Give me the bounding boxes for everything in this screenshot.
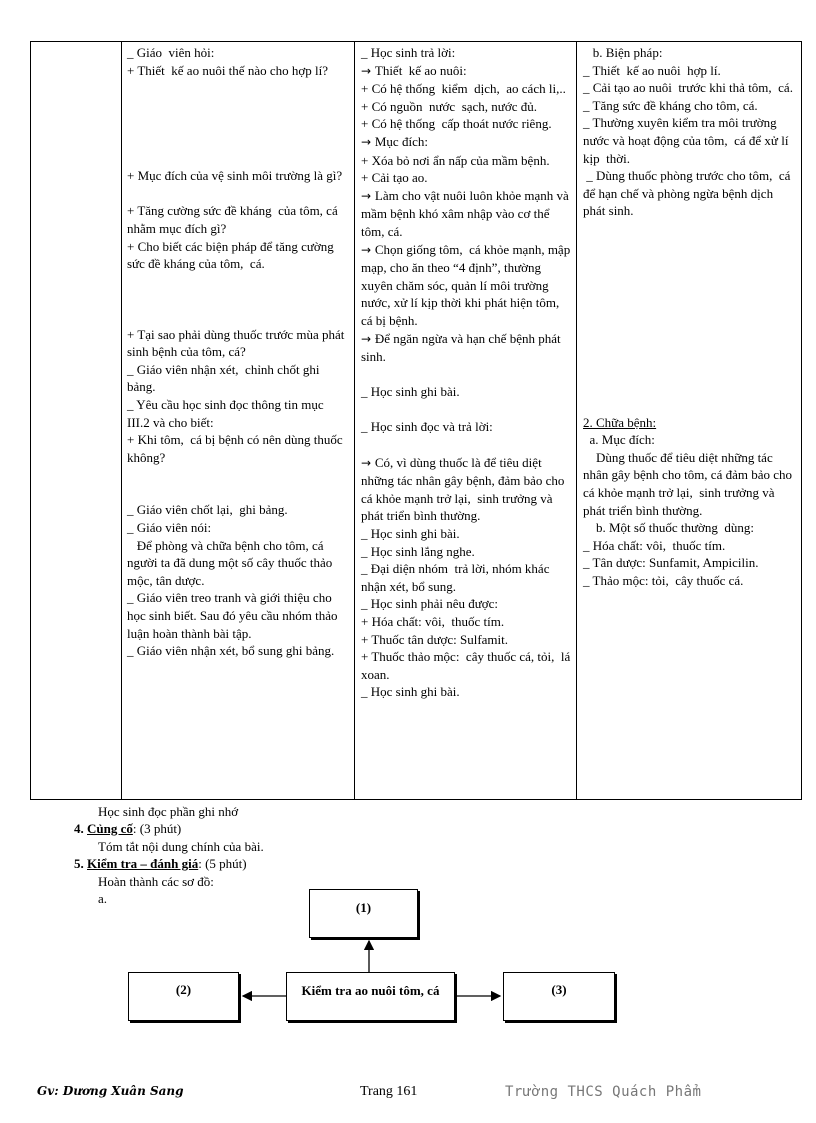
cell-line: _ Tân dược: Sunfamit, Ampicilin.: [583, 555, 759, 571]
section-5-text: Hoàn thành các sơ đồ: a.: [98, 874, 214, 906]
section-5: 5. Kiểm tra – đánh giá: (5 phút): [74, 856, 247, 871]
cell-line: _ Giáo viên chốt lại, ghi bảng.: [127, 502, 288, 518]
cell-line: → Mục đích:: [361, 133, 428, 149]
cell-line: _ Giáo viên hỏi:: [127, 45, 215, 60]
cell-line: _ Đại diện nhóm trả lời, nhóm khác nhận xét, bổ sung.: [361, 561, 553, 594]
cell-line: _ Học sinh ghi bài.: [361, 526, 460, 542]
arrow-right-icon: →: [361, 455, 375, 470]
cell-line: _ Cải tạo ao nuôi trước khi thả tôm, cá.: [583, 80, 793, 96]
diagram-center-box: Kiểm tra ao nuôi tôm, cá: [286, 972, 455, 1021]
cell-line: b. Biện pháp:: [583, 45, 663, 60]
cell-line: + Hóa chất: vôi, thuốc tím.: [361, 614, 505, 629]
cell-line: Dùng thuốc để tiêu diệt những tác nhân gây bệnh cho tôm, cá đảm bảo cho cá khỏe mạnh trở lại, sinh trưởng và phát triển bình thường.: [583, 449, 796, 518]
diagram-box-2: (2): [128, 972, 239, 1021]
cell-line: + Khi tôm, cá bị bệnh có nên dùng thuốc không?: [127, 432, 350, 465]
cell-line: → Làm cho vật nuôi luôn khỏe mạnh và mầm bệnh khó xâm nhập vào cơ thể tôm, cá.: [361, 187, 572, 239]
cell-line: _ Học sinh trả lời:: [361, 45, 456, 60]
arrow-right-icon: →: [361, 188, 375, 203]
diagram-box-3: (3): [503, 972, 615, 1021]
cell-line: _ Học sinh lắng nghe.: [361, 543, 475, 559]
cell-line: + Mục đích của vệ sinh môi trường là gì?: [127, 168, 343, 184]
section-4-text: Tóm tắt nội dung chính của bài.: [98, 839, 264, 854]
cell-line: → Để ngăn ngừa và hạn chế bệnh phát sinh.: [361, 330, 564, 365]
cell-line: _ Tăng sức đề kháng cho tôm, cá.: [583, 97, 758, 113]
cell-line: a. Mục đích:: [583, 432, 655, 448]
cell-line: Để phòng và chữa bệnh cho tôm, cá người ta đã dung một số cây thuốc thảo mộc, tân dược.: [127, 537, 336, 588]
cell-line: _ Giáo viên nhận xét, bổ sung ghi bảng.: [127, 643, 335, 659]
cell-line: _ Dùng thuốc phòng trước cho tôm, cá để hạn chế và phòng ngừa bệnh dịch phát sinh.: [583, 168, 794, 219]
cell-line: + Tại sao phải dùng thuốc trước mùa phát sinh bệnh của tôm, cá?: [127, 326, 348, 360]
cell-line: + Có hệ thống cấp thoát nước riêng.: [361, 116, 552, 132]
cell-line: + Tăng cường sức đề kháng của tôm, cá nhằm mục đích gì?: [127, 203, 341, 236]
cell-line: _ Học sinh ghi bài.: [361, 684, 460, 700]
diagram-box-1: (1): [309, 889, 418, 938]
cell-line: + Xóa bỏ nơi ẩn nấp của mầm bệnh.: [361, 152, 550, 168]
section-4: 4. Củng cố: (3 phút): [74, 821, 182, 836]
cell-line: + Thuốc thảo mộc: cây thuốc cá, tỏi, lá xoan.: [361, 649, 574, 682]
arrow-right-icon: →: [361, 331, 375, 346]
arrow-right-icon: →: [361, 134, 375, 149]
footer-school: Trường THCS Quách Phẩm: [505, 1084, 702, 1100]
arrow-right-icon: →: [361, 63, 375, 78]
cell-line: → Có, vì dùng thuốc là để tiêu diệt những tác nhân gây bệnh, đảm bảo cho cá khỏe mạnh trở lại, sinh trưởng và phát triển bình thường.: [361, 454, 568, 524]
cell-line: _ Thảo mộc: tỏi, cây thuốc cá.: [583, 572, 744, 588]
footer-page: Trang 161: [360, 1084, 418, 1099]
cell-line: _ Học sinh phải nêu được:: [361, 596, 499, 612]
cell-line: + Thuốc tân dược: Sulfamit.: [361, 631, 509, 647]
cell-line: → Thiết kế ao nuôi:: [361, 62, 467, 78]
cell-line: _ Giáo viên treo tranh và giới thiệu cho học sinh biết. Sau đó yêu cầu nhóm thảo luận hoàn thành bài tập.: [127, 590, 341, 641]
note-line: Học sinh đọc phần ghi nhớ: [98, 804, 239, 819]
cell-line: _ Giáo viên nói:: [127, 520, 212, 536]
cell-line: _ Yêu cầu học sinh đọc thông tin mục III.2 và cho biết:: [127, 396, 327, 430]
cell-line: + Cho biết các biện pháp để tăng cường sức đề kháng của tôm, cá.: [127, 238, 338, 272]
footer-author: Gv: Dương Xuân Sang: [37, 1084, 184, 1098]
cell-line: _ Học sinh đọc và trả lời:: [361, 419, 493, 435]
cell-line: + Có nguồn nước sạch, nước đủ.: [361, 98, 537, 114]
arrow-right-icon: →: [361, 242, 375, 257]
sub-item-a: a.: [98, 891, 108, 906]
cell-line: → Chọn giống tôm, cá khỏe mạnh, mập mạp, cho ăn theo “4 định”, thường xuyên chăm sóc, quản lí môi trường nước, xử lí kịp thời khi phát hiện tôm, cá bị bệnh.: [361, 241, 574, 328]
section-4-title: Củng cố: [87, 821, 133, 836]
cell-line: _ Thiết kế ao nuôi hợp lí.: [583, 62, 721, 78]
cell-line: _ Thường xuyên kiểm tra môi trường nước và hoạt động của tôm, cá để xử lí kịp thời.: [583, 115, 792, 166]
cell-line: + Thiết kế ao nuôi thế nào cho hợp lí?: [127, 62, 328, 78]
cell-line: 2. Chữa bệnh:: [583, 414, 657, 430]
cell-line: b. Một số thuốc thường dùng:: [583, 520, 755, 536]
cell-line: + Cải tạo ao.: [361, 170, 428, 186]
cell-line: _ Học sinh ghi bài.: [361, 384, 460, 400]
cell-line: _ Giáo viên nhận xét, chỉnh chốt ghi bảng.: [127, 361, 323, 395]
cell-line: + Có hệ thống kiểm dịch, ao cách li,..: [361, 81, 566, 97]
section-5-title: Kiểm tra – đánh giá: [87, 856, 199, 871]
cell-line: _ Hóa chất: vôi, thuốc tím.: [583, 537, 726, 553]
